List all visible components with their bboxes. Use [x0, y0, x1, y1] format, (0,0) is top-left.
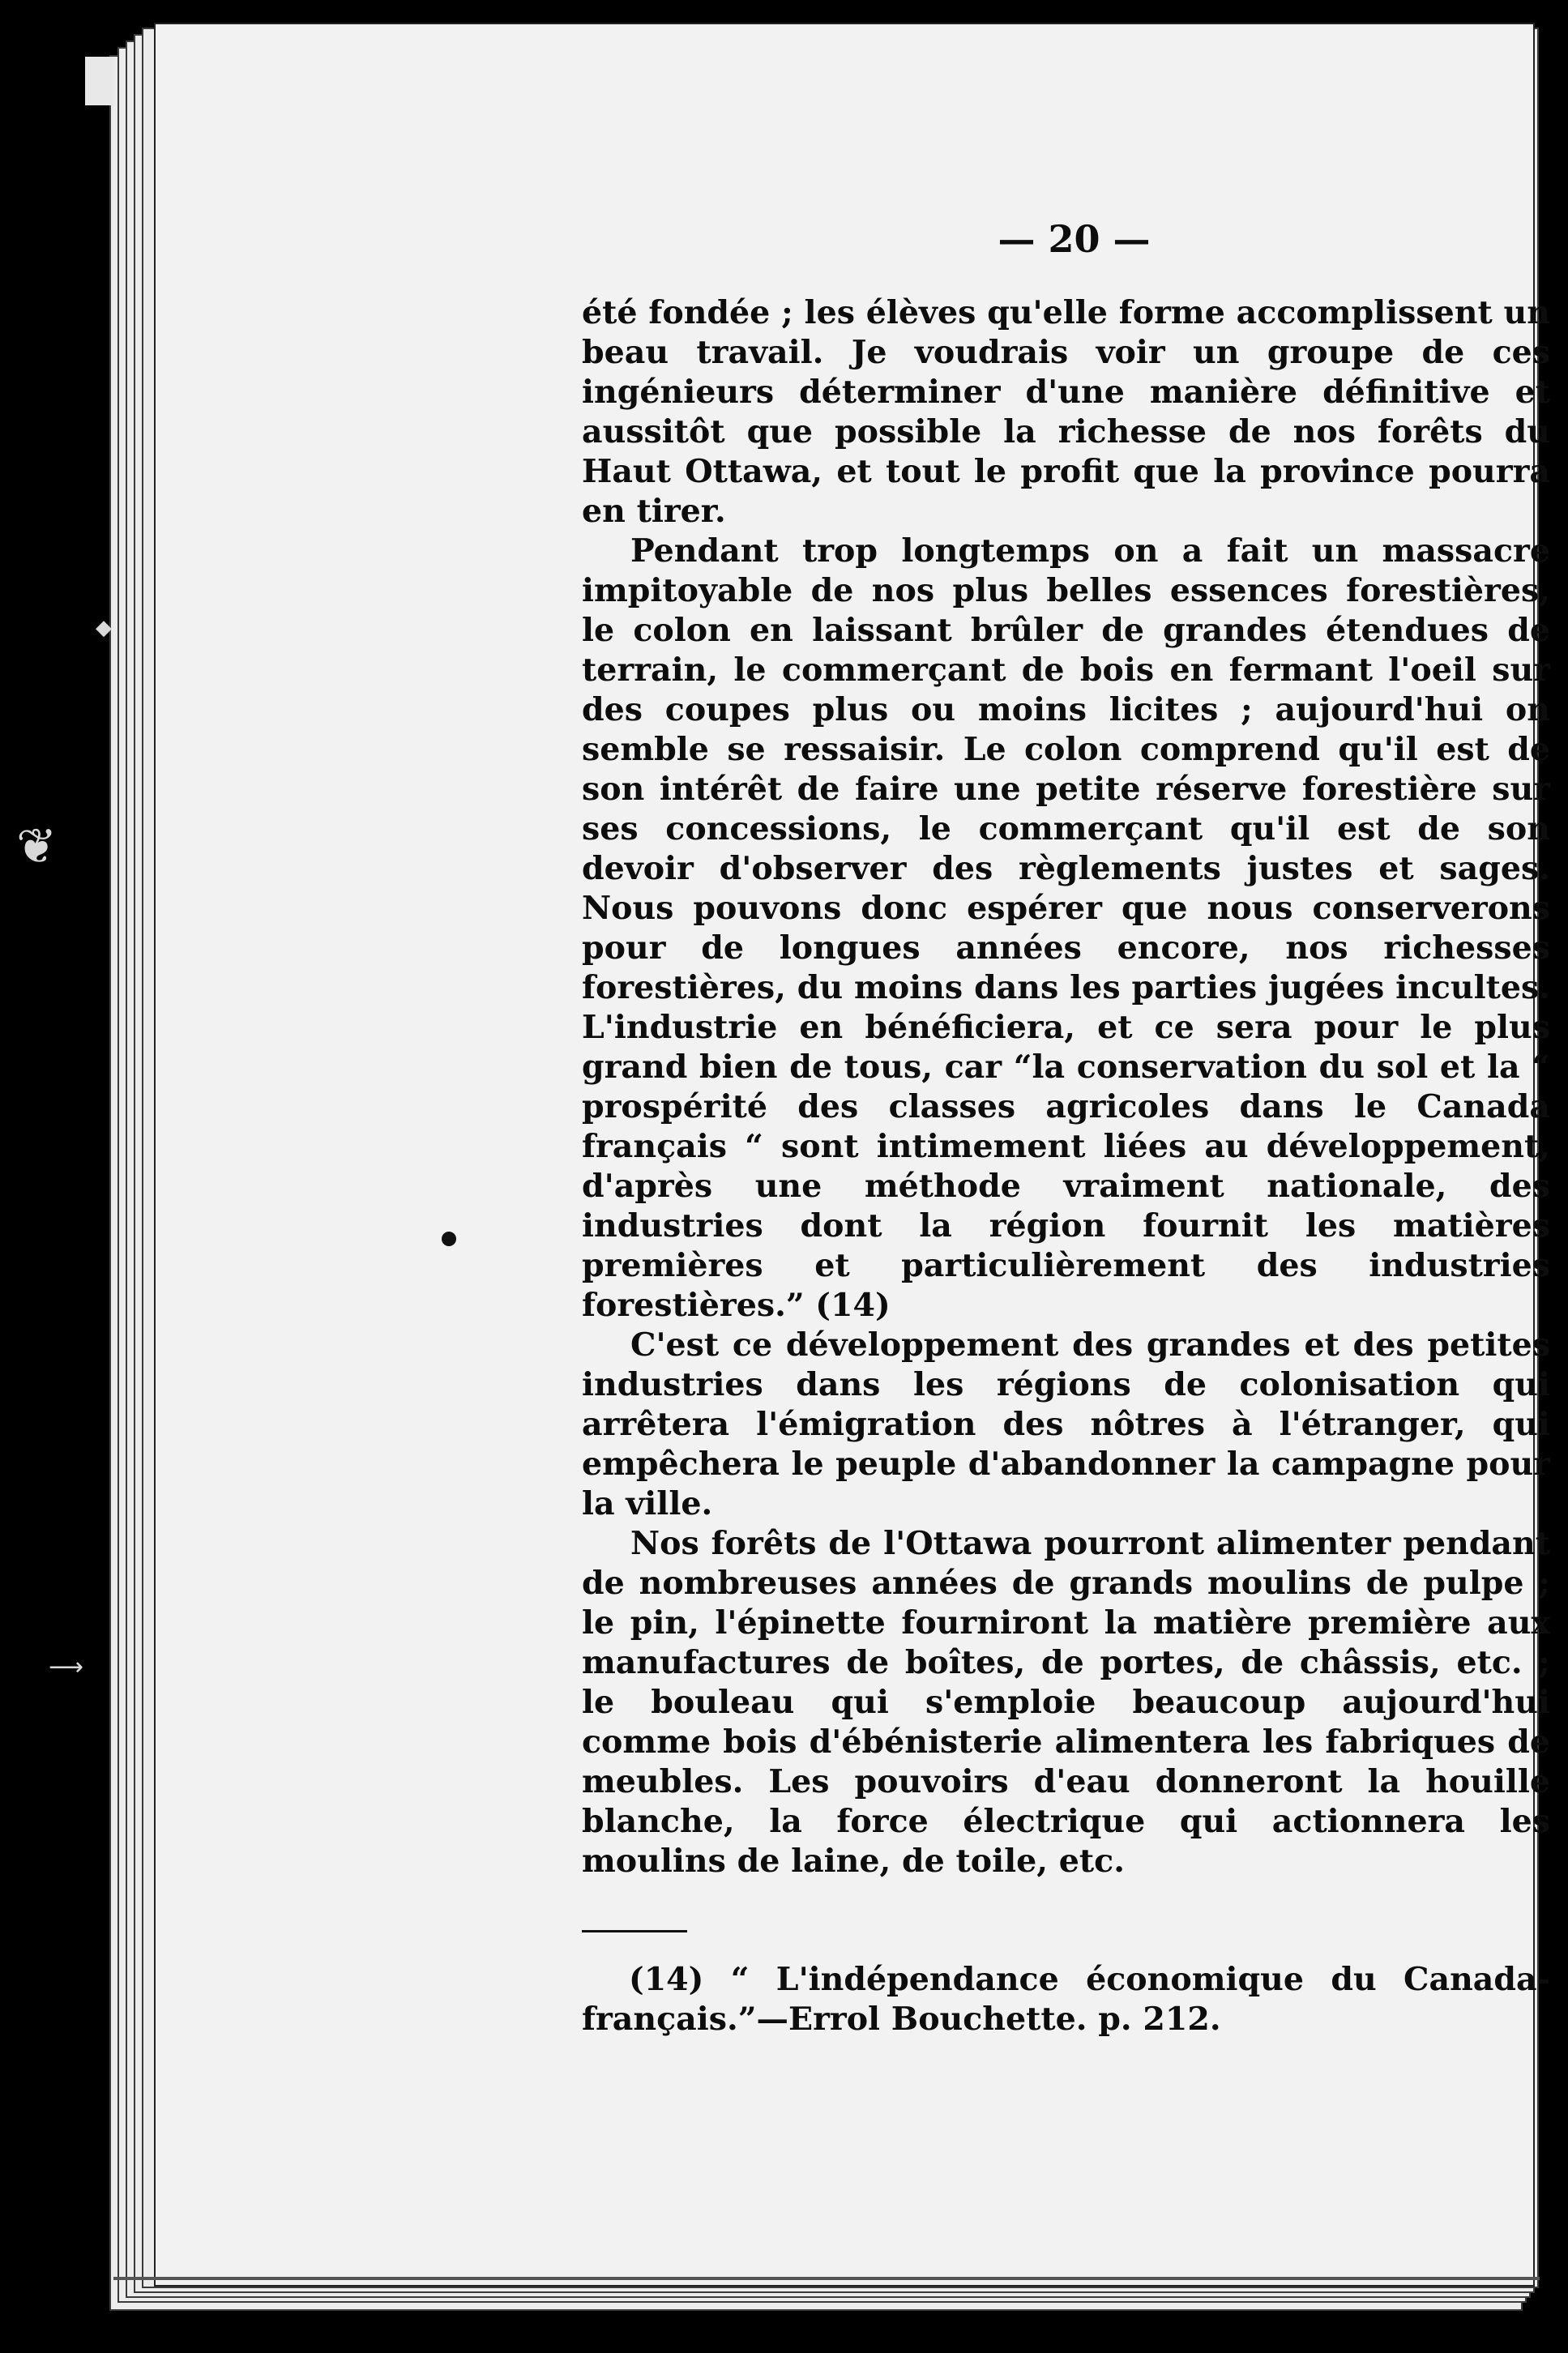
- footnote-divider: [582, 1930, 687, 1932]
- paragraph-1: été fondée ; les élèves qu'elle forme accomplissent un beau travail. Je voudrais voir un groupe de ces ingénieurs déterminer d'une manière définitive et aussitôt que possible la richesse de nos forêts du Haut Ottawa, et tout le profit que la province pourra en tirer.: [582, 294, 1550, 530]
- footnote: (14) “ L'indépendance économique du Canada-français.”—Errol Bouchette. p. 212.: [582, 1961, 1550, 2038]
- page-text: [582, 217, 1550, 2039]
- binding-tab: [85, 57, 114, 105]
- margin-smudge-icon: ❦: [16, 818, 58, 875]
- paragraph-4: Nos forêts de l'Ottawa pourront alimenter pendant de nombreuses années de grands moulins de pulpe ; le pin, l'épinette fourniront la matière première aux manufactures de boîtes, de portes, de châssis, etc. ; le bouleau qui s'emploie beaucoup aujourd'hui comme bois d'ébénisterie alimentera les fabriques de meubles. Les pouvoirs d'eau donneront la houille blanche, la force électrique qui actionnera les moulins de laine, de toile, etc.: [582, 1525, 1550, 1880]
- page-bottom-edge: [113, 2277, 1540, 2280]
- paragraph-2: Pendant trop longtemps on a fait un massacre impitoyable de nos plus belles essences forestières, le colon en laissant brûler de grandes étendues de terrain, le commerçant de bois en fermant l'oeil sur des coupes plus ou moins licites ; aujourd'hui on semble se ressaisir. Le colon comprend qu'il est de son intérêt de faire une petite réserve forestière sur ses concessions, le commerçant qu'il est de son devoir d'observer des règlements justes et sages. Nous pouvons donc espérer que nous conserverons pour de longues années encore, nos richesses forestières, du moins dans les parties jugées incultes. L'industrie en bénéficiera, et ce sera pour le plus grand bien de tous, car “la conservation du sol et la “ prospérité des classes agricoles dans le Canada français “ sont intimement liées au développement, d'après une méthode vraiment nationale, des industries dont la région fournit les matières premières et particulièrement des industries forestières.” (14): [582, 532, 1550, 1324]
- page-number: — 20 —: [998, 217, 1151, 261]
- paragraph-3: C'est ce développement des grandes et des petites industries dans les régions de colonisation qui arrêtera l'émigration des nôtres à l'étranger, qui empêchera le peuple d'abandonner la campagne pour la ville.: [582, 1326, 1550, 1522]
- margin-dot: [442, 1232, 456, 1246]
- margin-speck-icon: ◆: [96, 616, 112, 640]
- margin-arrow-icon: ⟶: [49, 1653, 84, 1681]
